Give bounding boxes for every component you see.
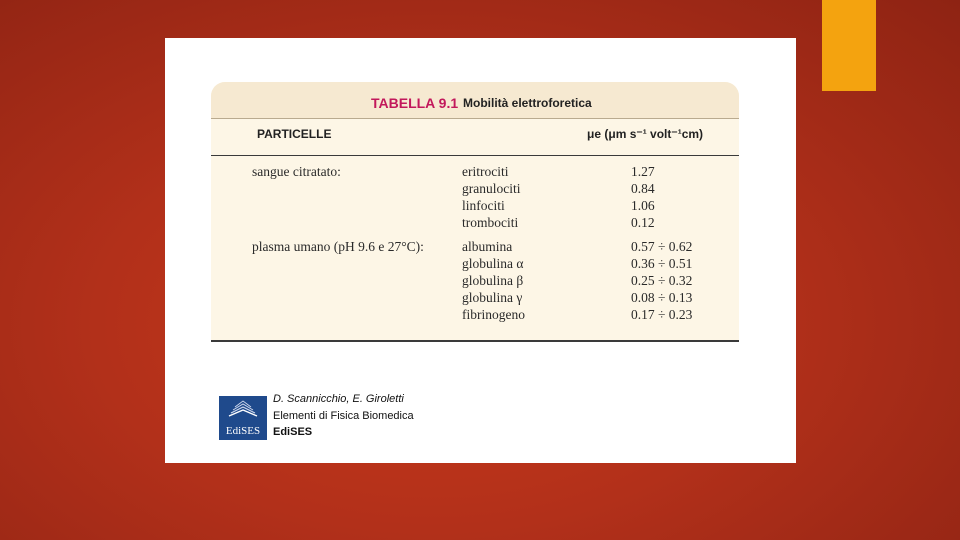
publisher-name: EdiSES	[273, 426, 313, 438]
column-header-mobility: μe (μm s⁻¹ volt⁻¹cm)	[587, 127, 704, 141]
row-value: 0.84	[631, 181, 655, 196]
group-label: plasma umano (pH 9.6 e 27°C):	[252, 239, 424, 254]
row-value: 1.06	[631, 198, 655, 213]
table-panel	[211, 82, 739, 342]
row-name: globulina α	[462, 256, 524, 271]
row-name: linfociti	[462, 198, 505, 213]
header-rule	[211, 155, 739, 156]
row-value: 0.25 ÷ 0.32	[631, 273, 693, 288]
citation	[219, 393, 479, 443]
table-title: Mobilità elettroforetica	[463, 96, 592, 110]
column-header-particles: PARTICELLE	[257, 127, 332, 141]
row-value: 1.27	[631, 164, 655, 179]
row-value: 0.17 ÷ 0.23	[631, 307, 693, 322]
table-number: TABELLA 9.1	[371, 95, 459, 111]
row-name: fibrinogeno	[462, 307, 525, 322]
row-name: albumina	[462, 239, 513, 254]
author-names: D. Scannicchio, E. Giroletti	[273, 393, 404, 405]
accent-bar	[822, 0, 876, 91]
row-name: eritrociti	[462, 164, 509, 179]
row-value: 0.57 ÷ 0.62	[631, 239, 693, 254]
slide-image	[165, 38, 796, 463]
book-title: Elementi di Fisica Biomedica	[273, 410, 414, 422]
row-name: granulociti	[462, 181, 521, 196]
book-icon	[225, 398, 261, 420]
row-name: globulina β	[462, 273, 524, 288]
group-label: sangue citratato:	[252, 164, 341, 179]
publisher-logo	[219, 396, 267, 440]
row-name: trombociti	[462, 215, 519, 230]
row-value: 0.12	[631, 215, 655, 230]
row-name: globulina γ	[462, 290, 523, 305]
table-header	[211, 82, 739, 119]
row-value: 0.36 ÷ 0.51	[631, 256, 693, 271]
row-value: 0.08 ÷ 0.13	[631, 290, 693, 305]
logo-text: EdiSES	[225, 425, 261, 437]
